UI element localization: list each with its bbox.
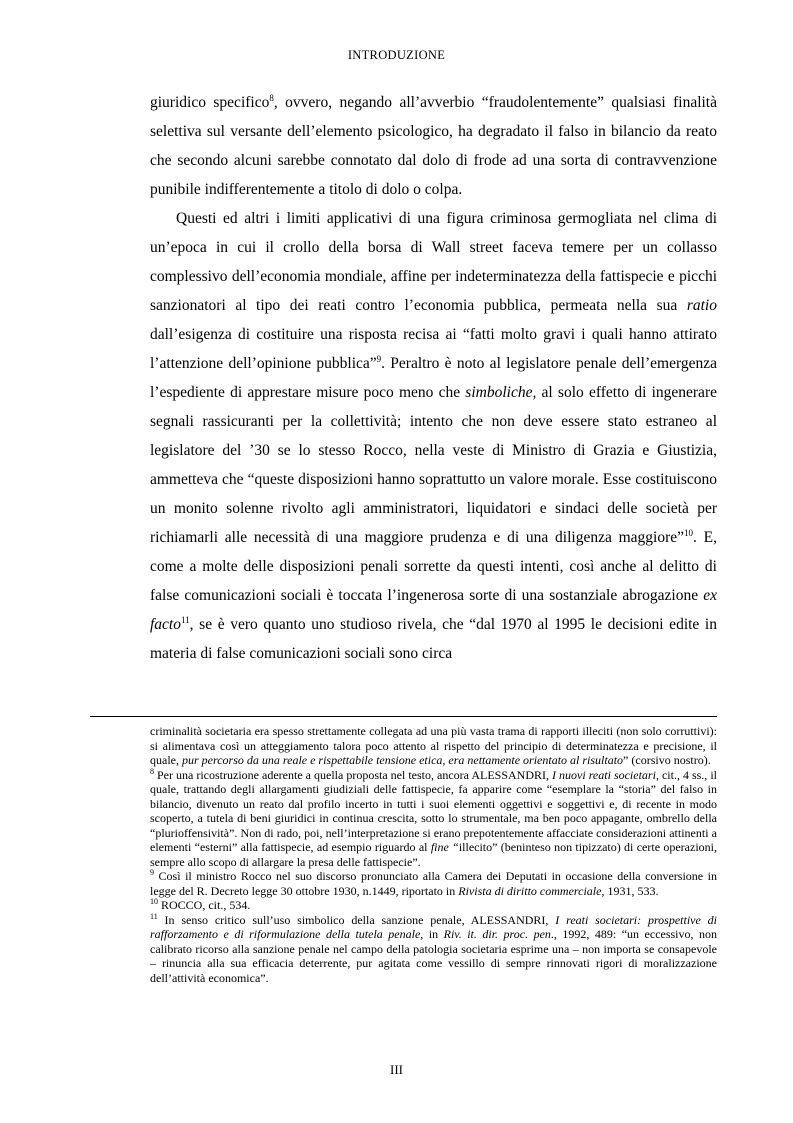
footnote-ref-8: 8: [269, 92, 274, 103]
footnote-separator: [90, 716, 717, 717]
paragraph-1: giuridico specifico$^8$, ovvero, negando all’avverbio “fraudolentemente” qualsiasi finalità selettiva sul versante dell’elemento psicologico, ha degradato il falso in bilancio da reato che secondo alcuni sarebbe connotato dal dolo di frode ad una sorta di contravvenzione punibile indifferentemente a titolo di dolo o colpa.: [150, 92, 717, 198]
running-header: INTRODUZIONE: [347, 48, 446, 62]
page-number: III: [390, 1062, 403, 1077]
footnote-9: $^9$ Così il ministro Rocco nel suo discorso pronunciato alla Camera dei Deputati in occasione della conversione in legge del R. Decreto legge 30 ottobre 1930, n.1449, riportato in Rivista di diritto commerciale, 1931, 533.: [150, 868, 717, 898]
footnote-ref-11: 11: [181, 614, 190, 625]
footnotes: [150, 724, 717, 985]
footnote-ref-9: 9: [376, 353, 382, 364]
footnote-ref-10: 10: [684, 527, 694, 538]
paragraph-2: Questi ed altri i limiti applicativi di una figura criminosa germogliata nel clima di un’epoca in cui il crollo della borsa di Wall street faceva temere per un collasso complessivo dell’economia mondiale, affine per indeterminatezza della fattispecie e picchi sanzionatori al tipo dei reati contro l’economia pubblica, permeata nella sua ratio dall’esigenza di costituire una risposta recisa ai “fatti molto gravi i quali hanno attirato l’attenzione dell’opinione pubblica”$^9$. Peraltro è noto al legislatore penale dell’emergenza l’espediente di apprestare misure poco meno che simboliche, al solo effetto di ingenerare segnali rassicuranti per la collettività; intento che non deve essere stato estraneo al legislatore del ’30 se lo stesso Rocco, nella veste di Ministro di Grazia e Giustizia, ammetteva che “queste disposizioni hanno soprattutto un valore morale. Esse costituiscono un monito solenne rivolto agli amministratori, liquidatori e sindaci delle società per richiamarli alle necessità di una maggiore prudenza e di una diligenza maggiore”$^{10}$. E, come a molte delle disposizioni penali sorrette da questi intenti, così anche al delitto di false comunicazioni sociali è toccata l’ingenerosa sorte di una sostanziale abrogazione ex facto$^{11}$, se è vero quanto uno studioso rivela, che “dal 1970 al 1995 le decisioni edite in materia di false comunicazioni sociali sono circa: [150, 210, 717, 662]
footnote-11: $^{11}$ In senso critico sull’uso simbolico della sanzione penale, ALESSANDRI, I reati societari: prospettive di rafforzamento e di riformulazione della tutela penale, in Riv. it. dir. proc. pen., 1992, 489: “un eccessivo, non calibrato ricorso alla sanzione penale nel campo della patologia societaria esprime una – non importa se consapevole – rinuncia alla sua efficacia deterrente, pur agitata come vessillo di sempre rinnovati rigori di moralizzazione dell’attività economica”.: [150, 911, 718, 985]
footnote-10: $^{10}$ ROCCO, cit., 534.: [150, 897, 251, 912]
footnote-continuation: criminalità societaria era spesso strettamente collegata ad una più vasta trama di rapporti illeciti (non solo corruttivi): si alimentava così un atteggiamento talora poco attento al rispetto del principio di determinatezza e precisione, il quale, pur percorso da una reale e rispettabile tensione etica, era nettamente orientato al risultato” (corsivo nostro).: [150, 724, 717, 767]
main-text: [150, 88, 717, 668]
footnote-8: $^8$ Per una ricostruzione aderente a quella proposta nel testo, ancora ALESSANDRI, I nuovi reati societari, cit., 4 ss., il quale, trattando degli allargamenti giudiziali delle fattispecie, fa apparire come “esemplare la “storia” del falso in bilancio, divenuto un reato dal profilo incerto in tutti i suoi elementi oggettivi e soggettivi e, di recente in modo scoperto, a tutela di beni giuridici in continua crescita, sotto lo strumentale, ma ben poco appagante, ombrello della “plurioffensività”. Non di rado, poi, nell’interpretazione si erano prepotentemente affacciate considerazioni attinenti a elementi “esterni” alla fattispecie, ad esempio riguardo al fine “illecito” (beninteso non tipizzato) di certe operazioni, sempre allo scopo di allargare la presa delle fattispecie”.: [150, 766, 717, 869]
